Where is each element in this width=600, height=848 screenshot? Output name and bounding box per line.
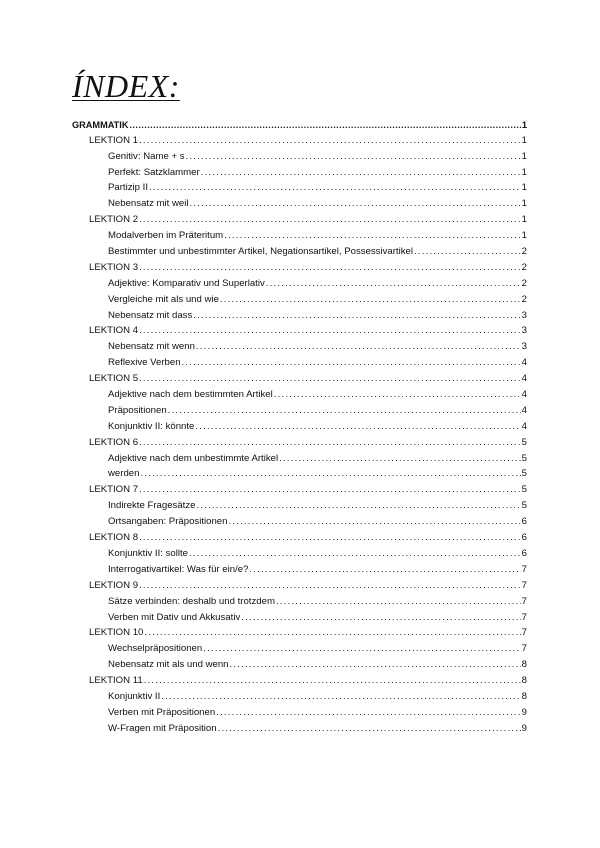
toc-entry-label: Bestimmter und unbestimmter Artikel, Negationsartikel, Possessivartikel xyxy=(108,246,413,258)
toc-page-number: 9 xyxy=(521,722,527,734)
toc-page-number: 4 xyxy=(521,357,527,369)
toc-entry[interactable] xyxy=(72,194,527,210)
toc-page-number: 2 xyxy=(521,293,527,305)
toc-chapter[interactable] xyxy=(72,210,527,226)
toc-entry[interactable] xyxy=(72,592,527,608)
dot-leader xyxy=(230,659,521,671)
dot-leader xyxy=(279,453,521,465)
toc-page-number: 6 xyxy=(521,516,527,528)
toc-chapter[interactable] xyxy=(72,576,527,592)
toc-chapter[interactable] xyxy=(72,480,527,496)
dot-leader xyxy=(186,151,521,163)
toc-entry[interactable] xyxy=(72,512,527,528)
toc-chapter[interactable] xyxy=(72,131,527,147)
toc-page-number: 1 xyxy=(521,198,527,210)
toc-entry[interactable] xyxy=(72,274,527,290)
toc-entry[interactable] xyxy=(72,163,527,179)
toc-entry-label: Sätze verbinden: deshalb und trotzdem xyxy=(108,595,275,607)
dot-leader xyxy=(190,198,521,210)
toc-entry-label: Partizip II xyxy=(108,182,148,194)
toc-page-number: 1 xyxy=(521,150,527,162)
toc-page-number: 6 xyxy=(521,532,527,544)
toc-chapter[interactable] xyxy=(72,528,527,544)
dot-leader xyxy=(139,484,521,496)
dot-leader xyxy=(129,119,520,131)
toc-entry[interactable] xyxy=(72,242,527,258)
dot-leader xyxy=(241,612,520,624)
dot-leader xyxy=(139,532,521,544)
toc-entry[interactable] xyxy=(72,417,527,433)
dot-leader xyxy=(182,357,521,369)
toc-entry-label: LEKTION 7 xyxy=(89,484,139,496)
toc-entry-label: LEKTION 11 xyxy=(89,675,143,687)
dot-leader xyxy=(139,214,521,226)
dot-leader xyxy=(139,437,521,449)
toc-entry-label: LEKTION 1 xyxy=(89,134,139,146)
toc-entry[interactable] xyxy=(72,703,527,719)
toc-page-number: 5 xyxy=(521,436,527,448)
toc-entry-label: Adjektive nach dem bestimmten Artikel xyxy=(108,389,273,401)
toc-entry[interactable] xyxy=(72,401,527,417)
dot-leader xyxy=(218,723,521,735)
toc-entry[interactable] xyxy=(72,687,527,703)
toc-chapter[interactable] xyxy=(72,258,527,274)
toc-chapter[interactable] xyxy=(72,671,527,687)
dot-leader xyxy=(161,691,520,703)
toc-entry-label: LEKTION 4 xyxy=(89,325,139,337)
toc-entry-label: Wechselpräpositionen xyxy=(108,643,203,655)
toc-entry[interactable] xyxy=(72,655,527,671)
toc-page-number: 1 xyxy=(521,214,527,226)
toc-entry-label: LEKTION 8 xyxy=(89,532,139,544)
toc-entry[interactable] xyxy=(72,290,527,306)
toc-entry-label: LEKTION 9 xyxy=(89,579,139,591)
toc-entry[interactable] xyxy=(72,639,527,655)
toc-page-number: 4 xyxy=(521,389,527,401)
toc-page-number: 3 xyxy=(521,309,527,321)
toc-entry-label: Genitiv: Name + s xyxy=(108,150,185,162)
toc-page-number: 1 xyxy=(521,230,527,242)
toc-page-number: 5 xyxy=(521,484,527,496)
toc-entry[interactable] xyxy=(72,719,527,735)
dot-leader xyxy=(149,182,521,194)
toc-page-number: 1 xyxy=(521,166,527,178)
dot-leader xyxy=(228,516,520,528)
toc-page-number: 2 xyxy=(521,277,527,289)
toc-page-number: 6 xyxy=(521,547,527,559)
toc-entry-label: Adjektive nach dem unbestimmte Artikel xyxy=(108,452,279,464)
toc-page-number: 9 xyxy=(521,706,527,718)
toc-entry-label: LEKTION 6 xyxy=(89,436,139,448)
toc-chapter[interactable] xyxy=(72,369,527,385)
toc-entry[interactable] xyxy=(72,449,527,465)
toc-entry-label: Konjunktiv II xyxy=(108,690,161,702)
toc-section[interactable] xyxy=(72,115,527,131)
toc-entry[interactable] xyxy=(72,385,527,401)
toc-entry[interactable] xyxy=(72,353,527,369)
toc-page-number: 7 xyxy=(521,595,527,607)
toc-entry-label: Modalverben im Präteritum xyxy=(108,230,224,242)
dot-leader xyxy=(144,675,521,687)
dot-leader xyxy=(201,167,521,179)
dot-leader xyxy=(414,246,521,258)
dot-leader xyxy=(216,707,520,719)
dot-leader xyxy=(189,548,521,560)
toc-page-number: 5 xyxy=(521,468,527,480)
toc-entry-label: LEKTION 5 xyxy=(89,373,139,385)
toc-page-number: 8 xyxy=(521,675,527,687)
dot-leader xyxy=(139,373,521,385)
toc-page-number: 8 xyxy=(521,659,527,671)
dot-leader xyxy=(203,643,520,655)
toc-entry-label: LEKTION 10 xyxy=(89,627,144,639)
toc-page-number: 5 xyxy=(521,500,527,512)
toc-entry-label: Nebensatz mit als und wenn xyxy=(108,659,229,671)
toc-page-number: 7 xyxy=(521,643,527,655)
toc-page-number: 1 xyxy=(521,134,527,146)
toc-entry-label: LEKTION 2 xyxy=(89,214,139,226)
toc-entry-label: Konjunktiv II: sollte xyxy=(108,547,188,559)
dot-leader xyxy=(139,325,521,337)
toc-page-number: 7 xyxy=(521,611,527,623)
toc-entry-label: W-Fragen mit Präposition xyxy=(108,722,217,734)
toc-entry-label: Interrogativartikel: Was für ein/e? xyxy=(108,563,249,575)
toc-page-number: 2 xyxy=(521,261,527,273)
dot-leader xyxy=(274,389,521,401)
toc-page-number: 5 xyxy=(521,452,527,464)
dot-leader xyxy=(196,500,520,512)
toc-entry-label: Präpositionen xyxy=(108,404,167,416)
toc-entry-label: Indirekte Fragesätze xyxy=(108,500,196,512)
dot-leader xyxy=(144,627,520,639)
dot-leader xyxy=(168,405,521,417)
toc-page-number: 4 xyxy=(521,404,527,416)
toc-entry-label: Verben mit Dativ und Akkusativ xyxy=(108,611,241,623)
dot-leader xyxy=(220,294,521,306)
dot-leader xyxy=(266,278,521,290)
toc-entry-label: Nebensatz mit dass xyxy=(108,309,193,321)
dot-leader xyxy=(193,310,520,322)
toc-entry-label: Nebensatz mit wenn xyxy=(108,341,195,353)
dot-leader xyxy=(140,468,520,480)
toc-page-number: 8 xyxy=(521,690,527,702)
dot-leader xyxy=(139,580,521,592)
toc-entry-label: Adjektive: Komparativ und Superlativ xyxy=(108,277,265,289)
toc-entry-label: werden xyxy=(108,468,140,480)
toc-entry-label: LEKTION 3 xyxy=(89,261,139,273)
toc-page-number: 4 xyxy=(521,373,527,385)
dot-leader xyxy=(276,596,521,608)
toc-entry-label: Verben mit Präpositionen xyxy=(108,706,216,718)
toc-entry-label: Ortsangaben: Präpositionen xyxy=(108,516,228,528)
toc-chapter[interactable] xyxy=(72,433,527,449)
toc-page-number: 2 xyxy=(521,246,527,258)
toc-entry[interactable] xyxy=(72,306,527,322)
toc-page-number: 3 xyxy=(521,341,527,353)
toc-entry[interactable] xyxy=(72,496,527,512)
toc-page-number: 1 xyxy=(521,182,527,194)
toc-entry[interactable] xyxy=(72,608,527,624)
toc-entry[interactable] xyxy=(72,465,527,481)
dot-leader xyxy=(224,230,520,242)
toc-entry[interactable] xyxy=(72,226,527,242)
table-of-contents xyxy=(72,115,527,735)
toc-entry-label: Reflexive Verben xyxy=(108,357,181,369)
toc-page-number: 1 xyxy=(521,119,527,130)
toc-entry[interactable] xyxy=(72,179,527,195)
dot-leader xyxy=(196,341,521,353)
dot-leader xyxy=(195,421,520,433)
toc-entry-label: Perfekt: Satzklammer xyxy=(108,166,200,178)
toc-entry[interactable] xyxy=(72,147,527,163)
page-title: ÍNDEX: xyxy=(72,68,180,104)
toc-chapter[interactable] xyxy=(72,624,527,640)
dot-leader xyxy=(139,262,521,274)
toc-page-number: 7 xyxy=(521,563,527,575)
toc-entry-label: GRAMMATIK xyxy=(72,119,129,130)
dot-leader xyxy=(139,135,521,147)
toc-entry[interactable] xyxy=(72,560,527,576)
toc-entry-label: Vergleiche mit als und wie xyxy=(108,293,219,305)
toc-page-number: 7 xyxy=(521,627,527,639)
toc-entry-label: Nebensatz mit weil xyxy=(108,198,189,210)
toc-chapter[interactable] xyxy=(72,322,527,338)
toc-entry[interactable] xyxy=(72,337,527,353)
toc-entry-label: Konjunktiv II: könnte xyxy=(108,420,195,432)
dot-leader xyxy=(249,564,520,576)
toc-page-number: 4 xyxy=(521,420,527,432)
toc-page-number: 3 xyxy=(521,325,527,337)
toc-entry[interactable] xyxy=(72,544,527,560)
toc-page-number: 7 xyxy=(521,579,527,591)
